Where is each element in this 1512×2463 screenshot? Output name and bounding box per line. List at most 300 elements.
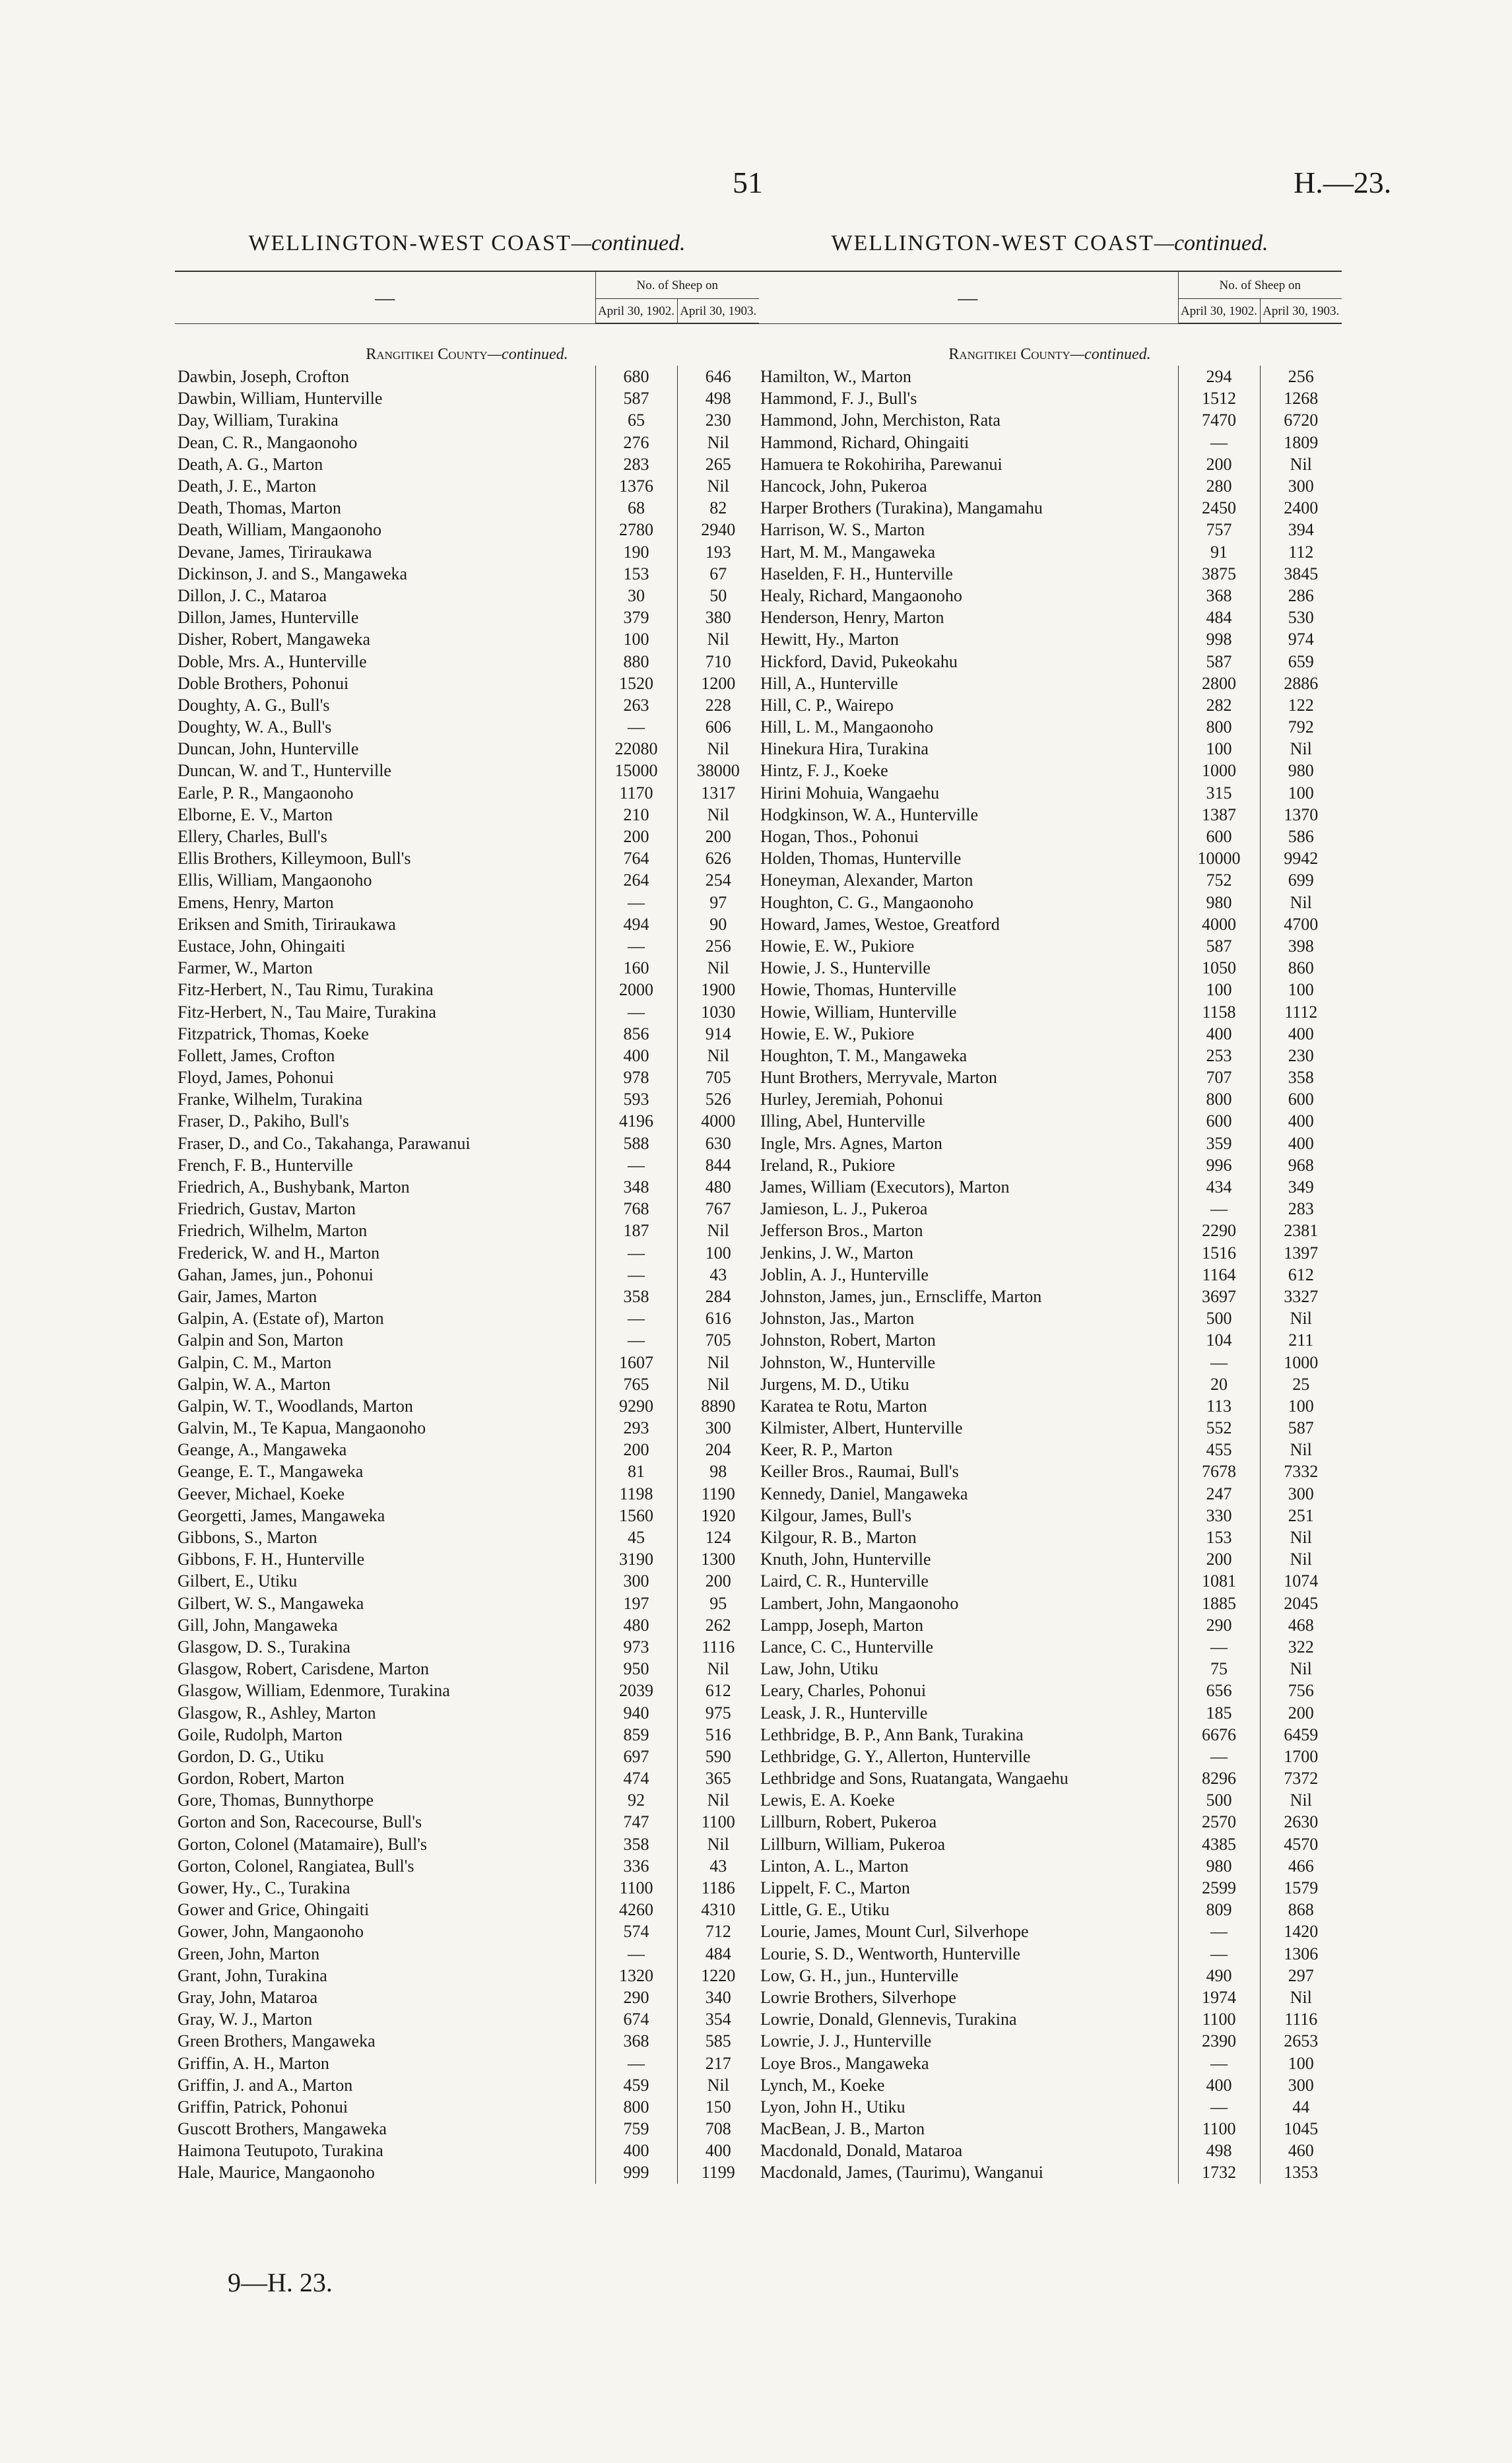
sheep-count-1902: — xyxy=(1178,1198,1260,1220)
sheep-count-1903: 286 xyxy=(1288,585,1314,605)
table-row xyxy=(175,475,759,497)
table-row xyxy=(175,1351,759,1373)
sheep-count-1902: 1081 xyxy=(1178,1570,1260,1592)
owner-name: Lippelt, F. C., Marton xyxy=(760,1878,910,1898)
table-row xyxy=(758,1921,1342,1942)
owner-name: Gibbons, F. H., Hunterville xyxy=(178,1550,365,1569)
table-row xyxy=(758,2008,1342,2030)
sheep-count-1902: 185 xyxy=(1178,1701,1260,1723)
table-row xyxy=(758,892,1342,913)
owner-name: Gorton, Colonel (Matamaire), Bull's xyxy=(178,1834,428,1854)
sheep-count-1902: — xyxy=(595,2052,677,2074)
table-row xyxy=(758,1220,1342,1241)
sheep-count-1903: 100 xyxy=(1288,1396,1314,1416)
table-row xyxy=(175,1088,759,1110)
table-row xyxy=(758,2074,1342,2096)
sheep-count-1902: 500 xyxy=(1178,1789,1260,1811)
table-row xyxy=(758,1987,1342,2008)
sheep-count-1902: 940 xyxy=(595,1701,677,1723)
table-row xyxy=(175,826,759,847)
sheep-count-1903: 193 xyxy=(705,542,731,562)
table-row xyxy=(758,716,1342,738)
sheep-count-1903: 630 xyxy=(705,1133,731,1153)
sheep-count-1903: 480 xyxy=(705,1177,731,1197)
owner-name: Jurgens, M. D., Utiku xyxy=(760,1374,909,1394)
sheep-count-1903: 124 xyxy=(705,1528,731,1548)
sheep-count-1902: — xyxy=(595,935,677,957)
sheep-count-1902: 768 xyxy=(595,1198,677,1220)
owner-name: Johnston, W., Hunterville xyxy=(760,1352,936,1372)
owner-name: Lyon, John H., Utiku xyxy=(760,2097,905,2117)
table-row xyxy=(758,957,1342,979)
table-row xyxy=(758,1965,1342,1987)
table-row xyxy=(175,1220,759,1241)
sheep-count-1902: 434 xyxy=(1178,1176,1260,1198)
sheep-count-1902: 480 xyxy=(595,1614,677,1636)
sheep-count-1902: 68 xyxy=(595,497,677,519)
table-row xyxy=(175,1680,759,1701)
sheep-count-1902: 800 xyxy=(595,2096,677,2118)
sheep-count-1902: 200 xyxy=(1178,453,1260,475)
table-row xyxy=(175,1921,759,1942)
sheep-count-1903: 1370 xyxy=(1284,805,1319,824)
sheep-count-1902: 10000 xyxy=(1178,847,1260,869)
sheep-count-1902: 91 xyxy=(1178,541,1260,563)
table-row xyxy=(758,1242,1342,1264)
sheep-count-1902: 400 xyxy=(1178,1023,1260,1045)
table-row xyxy=(175,2096,759,2118)
owner-name: Death, William, Mangaonoho xyxy=(178,520,381,540)
table-row xyxy=(175,1373,759,1395)
sheep-count-1903: Nil xyxy=(707,1045,729,1065)
owner-name: Lance, C. C., Hunterville xyxy=(760,1637,934,1657)
sheep-count-1903: 968 xyxy=(1288,1155,1314,1175)
owner-name: Kilgour, R. B., Marton xyxy=(760,1528,917,1548)
table-row xyxy=(175,1329,759,1351)
table-row xyxy=(758,1286,1342,1307)
section-county: Rangitikei County xyxy=(948,346,1070,363)
owner-name: Gray, John, Mataroa xyxy=(178,1987,318,2007)
sheep-count-1903: 217 xyxy=(705,2053,731,2073)
sheep-count-1902: — xyxy=(595,1154,677,1176)
sheep-count-1903: 358 xyxy=(1288,1068,1314,1088)
sheep-count-1903: 25 xyxy=(1292,1374,1310,1394)
owner-name: Geange, A., Mangaweka xyxy=(178,1440,347,1460)
table-row xyxy=(175,1045,759,1067)
owner-name: Lynch, M., Koeke xyxy=(760,2075,885,2095)
table-row xyxy=(758,935,1342,957)
sheep-count-1902: 359 xyxy=(1178,1133,1260,1154)
owner-name: Linton, A. L., Marton xyxy=(760,1856,909,1876)
owner-name: Lampp, Joseph, Marton xyxy=(760,1615,923,1635)
sheep-count-1903: 90 xyxy=(709,914,727,934)
sheep-count-1902: 197 xyxy=(595,1593,677,1614)
sheep-count-1903: 792 xyxy=(1288,717,1314,737)
sheep-count-1903: 974 xyxy=(1288,630,1314,649)
table-row xyxy=(175,1811,759,1833)
table-row xyxy=(758,760,1342,781)
owner-name: Dickinson, J. and S., Mangaweka xyxy=(178,564,408,583)
table-row xyxy=(175,1658,759,1680)
owner-name: Hewitt, Hy., Marton xyxy=(760,630,899,649)
sheep-count-1903: 400 xyxy=(1288,1024,1314,1043)
table-row xyxy=(758,1527,1342,1548)
sheep-count-1903: 200 xyxy=(705,827,731,847)
owner-name: Gahan, James, jun., Pohonui xyxy=(178,1264,374,1284)
owner-name: Hammond, John, Merchiston, Rata xyxy=(760,410,1001,430)
table-row xyxy=(175,1899,759,1921)
sheep-count-1903: 468 xyxy=(1288,1615,1314,1635)
table-row xyxy=(758,869,1342,891)
table-row xyxy=(758,1001,1342,1022)
sheep-count-1903: 2886 xyxy=(1284,673,1319,693)
table-row xyxy=(175,366,759,387)
sheep-count-1903: 100 xyxy=(1288,783,1314,803)
table-row xyxy=(175,1307,759,1329)
sheep-count-1903: 705 xyxy=(705,1068,731,1088)
sheep-count-1902: 1732 xyxy=(1178,2161,1260,2183)
table-row xyxy=(175,1023,759,1045)
table-row xyxy=(175,1593,759,1614)
sheep-count-1903: Nil xyxy=(1290,1440,1312,1460)
owner-name: Hogan, Thos., Pohonui xyxy=(760,827,919,847)
sheep-count-1903: 1700 xyxy=(1284,1746,1319,1766)
table-row xyxy=(758,1833,1342,1855)
table-row xyxy=(175,519,759,541)
table-row xyxy=(175,1067,759,1088)
table-row xyxy=(175,1461,759,1482)
sheep-count-1902: 600 xyxy=(1178,1110,1260,1132)
owner-name: Duncan, W. and T., Hunterville xyxy=(178,761,391,781)
sheep-count-1902: 200 xyxy=(595,1439,677,1461)
sheep-count-1903: 4700 xyxy=(1284,914,1319,934)
owner-name: Glasgow, R., Ashley, Marton xyxy=(178,1703,376,1723)
sheep-count-1903: 300 xyxy=(1288,2075,1314,2095)
owner-name: Loye Bros., Mangaweka xyxy=(760,2053,929,2073)
sheep-count-1902: 800 xyxy=(1178,716,1260,738)
table-row xyxy=(758,432,1342,453)
table-row xyxy=(175,869,759,891)
owner-name: Galpin, W. T., Woodlands, Marton xyxy=(178,1396,413,1416)
sheep-count-1902: 1170 xyxy=(595,782,677,804)
sheep-count-group-header: No. of Sheep on xyxy=(1178,271,1342,299)
sheep-count-1902: 980 xyxy=(1178,892,1260,913)
sheep-count-1903: 484 xyxy=(705,1944,731,1963)
owner-name: Hammond, Richard, Ohingaiti xyxy=(760,432,970,452)
sheep-count-1902: 856 xyxy=(595,1023,677,1045)
sheep-count-1902: 980 xyxy=(1178,1855,1260,1877)
owner-name: Devane, James, Tiriraukawa xyxy=(178,542,372,562)
owner-name: Elborne, E. V., Marton xyxy=(178,805,333,824)
sheep-count-1903: Nil xyxy=(1290,454,1312,474)
owner-name: Hamilton, W., Marton xyxy=(760,367,911,387)
sheep-count-1902: 200 xyxy=(1178,1548,1260,1570)
sheep-count-1902: 747 xyxy=(595,1811,677,1833)
table-row xyxy=(175,1483,759,1505)
owner-name: Leary, Charles, Pohonui xyxy=(760,1681,927,1701)
sheep-count-1903: Nil xyxy=(707,805,729,824)
sheep-count-1902: 153 xyxy=(1178,1527,1260,1548)
table-row xyxy=(175,1614,759,1636)
owner-name: Duncan, John, Hunterville xyxy=(178,739,359,759)
sheep-count-1903: 1809 xyxy=(1284,432,1319,452)
sheep-count-1902: — xyxy=(1178,1746,1260,1767)
owner-name: Hickford, David, Pukeokahu xyxy=(760,651,958,671)
owner-name: Eustace, John, Ohingaiti xyxy=(178,936,346,956)
sheep-count-1902: — xyxy=(1178,432,1260,453)
table-row xyxy=(758,673,1342,694)
sheep-count-1902: 7678 xyxy=(1178,1461,1260,1482)
sheep-count-1903: 2653 xyxy=(1284,2031,1319,2051)
sheep-count-1902: 998 xyxy=(1178,628,1260,650)
sheep-count-1902: 1520 xyxy=(595,673,677,694)
owner-name: Hunt Brothers, Merryvale, Marton xyxy=(760,1068,997,1088)
sheep-count-1902: 2000 xyxy=(595,979,677,1001)
owner-name: Gilbert, W. S., Mangaweka xyxy=(178,1593,364,1613)
table-row xyxy=(758,1395,1342,1417)
sheep-count-1903: 8890 xyxy=(701,1396,736,1416)
owner-name: Gair, James, Marton xyxy=(178,1286,317,1306)
table-row xyxy=(758,563,1342,585)
sheep-count-1903: 112 xyxy=(1288,542,1314,562)
sheep-count-1902: 200 xyxy=(595,826,677,847)
sheep-count-1903: 4000 xyxy=(701,1111,736,1131)
owner-name: Eriksen and Smith, Tiriraukawa xyxy=(178,914,396,934)
sheep-count-1902: 113 xyxy=(1178,1395,1260,1417)
owner-name: Hamuera te Rokohiriha, Parewanui xyxy=(760,454,1003,474)
sheep-count-1903: 251 xyxy=(1288,1505,1314,1525)
table-row xyxy=(175,607,759,628)
table-row xyxy=(758,1329,1342,1351)
table-row xyxy=(175,1176,759,1198)
owner-name: Lowrie, Donald, Glennevis, Turakina xyxy=(760,2010,1017,2029)
owner-name: Hill, L. M., Mangaonoho xyxy=(760,717,934,737)
sheep-count-1902: 290 xyxy=(595,1987,677,2008)
sheep-count-1902: 1512 xyxy=(1178,387,1260,409)
owner-name: Grant, John, Turakina xyxy=(178,1965,327,1985)
sheep-count-1902: 358 xyxy=(595,1833,677,1855)
table-row xyxy=(175,1548,759,1570)
sheep-count-1903: 98 xyxy=(709,1462,727,1482)
owner-name: Johnston, Jas., Marton xyxy=(760,1309,915,1329)
sheep-count-1902: — xyxy=(595,892,677,913)
sheep-count-1903: Nil xyxy=(1290,1309,1312,1329)
owner-name: Ellery, Charles, Bull's xyxy=(178,827,327,847)
table-row xyxy=(175,1965,759,1987)
table-row xyxy=(175,1701,759,1723)
table-row xyxy=(175,1746,759,1767)
sheep-count-1902: 2599 xyxy=(1178,1877,1260,1899)
table-row xyxy=(175,738,759,760)
sheep-count-1903: 1306 xyxy=(1284,1944,1319,1963)
sheep-count-1903: 100 xyxy=(1288,980,1314,1000)
owner-name: Lillburn, Robert, Pukeroa xyxy=(760,1812,937,1832)
table-row xyxy=(175,2140,759,2161)
owner-name: Kennedy, Daniel, Mangaweka xyxy=(760,1484,968,1503)
owner-name: Friedrich, Wilhelm, Marton xyxy=(178,1221,368,1241)
owner-name: Hammond, F. J., Bull's xyxy=(760,389,917,409)
table-row xyxy=(175,760,759,781)
table-row xyxy=(175,1789,759,1811)
sheep-count-1903: 612 xyxy=(1288,1264,1314,1284)
sheep-count-1903: 340 xyxy=(705,1987,731,2007)
owner-name: Lethbridge, B. P., Ann Bank, Turakina xyxy=(760,1724,1024,1744)
sheep-count-1903: Nil xyxy=(707,1221,729,1241)
owner-name: Harrison, W. S., Marton xyxy=(760,520,925,540)
sheep-count-1903: 587 xyxy=(1288,1418,1314,1438)
sheep-count-1903: Nil xyxy=(707,1834,729,1854)
sheep-count-1902: — xyxy=(595,1329,677,1351)
table-row xyxy=(175,782,759,804)
sheep-count-1902: 190 xyxy=(595,541,677,563)
sheep-count-1902: 494 xyxy=(595,913,677,935)
sheep-count-1903: Nil xyxy=(1290,1659,1312,1679)
table-row xyxy=(175,1636,759,1658)
sheep-count-1903: 1300 xyxy=(701,1550,736,1569)
sheep-count-1903: 4310 xyxy=(701,1900,736,1920)
table-row xyxy=(758,1088,1342,1110)
sheep-count-1902: 2039 xyxy=(595,1680,677,1701)
table-row xyxy=(175,1943,759,1965)
sheep-count-1903: 616 xyxy=(705,1309,731,1329)
sheep-count-group-header: No. of Sheep on xyxy=(595,271,759,299)
sheep-count-1903: 44 xyxy=(1292,2097,1310,2117)
owner-name: Fitz-Herbert, N., Tau Rimu, Turakina xyxy=(178,980,434,1000)
owner-name: Henderson, Henry, Marton xyxy=(760,608,944,628)
table-row xyxy=(175,432,759,453)
owner-name: Dillon, James, Hunterville xyxy=(178,608,359,628)
sheep-count-1903: 67 xyxy=(709,564,727,583)
sheep-count-1902: 3875 xyxy=(1178,563,1260,585)
sheep-count-1903: 1116 xyxy=(1284,2010,1318,2029)
sheep-count-1902: 800 xyxy=(1178,1088,1260,1110)
sheep-count-1903: 1000 xyxy=(1284,1352,1319,1372)
owner-name: Gordon, D. G., Utiku xyxy=(178,1746,324,1766)
owner-name: Law, John, Utiku xyxy=(760,1659,878,1679)
sheep-count-1902: 104 xyxy=(1178,1329,1260,1351)
owner-name: Keiller Bros., Raumai, Bull's xyxy=(760,1462,959,1482)
table-row xyxy=(175,387,759,409)
table-row xyxy=(758,1724,1342,1746)
sheep-count-1902: — xyxy=(1178,1943,1260,1965)
sheep-count-1902: 187 xyxy=(595,1220,677,1241)
owner-name: Fraser, D., Pakiho, Bull's xyxy=(178,1111,350,1131)
owner-name: Kilgour, James, Bull's xyxy=(760,1505,911,1525)
sheep-count-1902: 587 xyxy=(1178,935,1260,957)
sheep-count-1902: 253 xyxy=(1178,1045,1260,1067)
sheep-count-1903: 646 xyxy=(705,367,731,387)
sheep-count-1902: 498 xyxy=(1178,2140,1260,2161)
table-row xyxy=(758,1307,1342,1329)
sheep-count-1903: Nil xyxy=(707,1659,729,1679)
table-row xyxy=(758,847,1342,869)
owner-name: Green, John, Marton xyxy=(178,1944,320,1963)
owner-name: Laird, C. R., Hunterville xyxy=(760,1571,929,1591)
owner-name: Hintz, F. J., Koeke xyxy=(760,761,888,781)
owner-name: Friedrich, Gustav, Marton xyxy=(178,1199,356,1219)
owner-name: Hurley, Jeremiah, Pohonui xyxy=(760,1090,944,1109)
sheep-count-1903: 1045 xyxy=(1284,2119,1319,2139)
sheep-count-1903: 626 xyxy=(705,849,731,869)
owner-name: Lowrie Brothers, Silverhope xyxy=(760,1987,956,2007)
owner-name: Gordon, Robert, Marton xyxy=(178,1769,345,1789)
sheep-count-1902: 574 xyxy=(595,1921,677,1942)
table-row xyxy=(175,1527,759,1548)
owner-name: Doughty, A. G., Bull's xyxy=(178,695,330,715)
sheep-count-1903: 1100 xyxy=(701,1812,735,1832)
table-row xyxy=(758,1789,1342,1811)
sheep-count-1903: 400 xyxy=(705,2141,731,2161)
table-row xyxy=(175,1570,759,1592)
sheep-count-1902: 4260 xyxy=(595,1899,677,1921)
sheep-count-1903: 1200 xyxy=(701,673,736,693)
table-row xyxy=(175,2161,759,2183)
table-row xyxy=(175,1133,759,1154)
owner-name: Doble, Mrs. A., Hunterville xyxy=(178,651,367,671)
sheep-count-1902: 1100 xyxy=(595,1877,677,1899)
sheep-count-1903: 6459 xyxy=(1284,1724,1319,1744)
sheep-count-1902: 160 xyxy=(595,957,677,979)
sheep-count-1902: 455 xyxy=(1178,1439,1260,1461)
sheep-count-1903: 1112 xyxy=(1284,1002,1318,1022)
sheep-count-1903: Nil xyxy=(1290,892,1312,912)
sheep-count-1902: 1158 xyxy=(1178,1001,1260,1022)
sheep-count-1903: 1420 xyxy=(1284,1922,1319,1942)
sheep-count-1902: 293 xyxy=(595,1417,677,1439)
sheep-count-1902: 674 xyxy=(595,2008,677,2030)
year-1902-header: April 30, 1902. xyxy=(595,299,677,324)
column-title-continued: —continued. xyxy=(1154,231,1268,255)
sheep-count-1903: 230 xyxy=(705,410,731,430)
sheep-count-1902: 809 xyxy=(1178,1899,1260,1921)
owner-name: Ingle, Mrs. Agnes, Marton xyxy=(760,1133,942,1153)
name-column-header: — xyxy=(175,271,595,323)
sheep-count-1903: 283 xyxy=(1288,1199,1314,1219)
owner-name: Hart, M. M., Mangaweka xyxy=(760,542,935,562)
table-row xyxy=(175,935,759,957)
sheep-count-1903: 1579 xyxy=(1284,1878,1319,1898)
owner-name: Gore, Thomas, Bunnythorpe xyxy=(178,1790,374,1810)
owner-name: Fraser, D., and Co., Takahanga, Parawanui xyxy=(178,1133,471,1153)
sheep-count-1903: 204 xyxy=(705,1440,731,1460)
table-row xyxy=(758,738,1342,760)
table-row xyxy=(758,694,1342,716)
owner-name: Gibbons, S., Marton xyxy=(178,1528,317,1548)
table-row xyxy=(175,1154,759,1176)
sheep-count-1903: 1074 xyxy=(1284,1571,1319,1591)
table-row xyxy=(758,1439,1342,1461)
table-row xyxy=(175,1110,759,1132)
owner-name: Low, G. H., jun., Hunterville xyxy=(760,1965,959,1985)
sheep-count-1903: 585 xyxy=(705,2031,731,2051)
owner-name: Howie, E. W., Pukiore xyxy=(760,1024,915,1043)
owner-name: Howie, E. W., Pukiore xyxy=(760,936,915,956)
table-row xyxy=(758,1067,1342,1088)
table-row xyxy=(758,1198,1342,1220)
owner-name: Green Brothers, Mangaweka xyxy=(178,2031,376,2051)
sheep-count-1902: 552 xyxy=(1178,1417,1260,1439)
owner-name: Gower, Hy., C., Turakina xyxy=(178,1878,350,1898)
table-row xyxy=(758,519,1342,541)
table-row xyxy=(175,913,759,935)
sheep-count-1903: 284 xyxy=(705,1286,731,1306)
left-column xyxy=(175,231,759,2184)
sheep-count-1902: 294 xyxy=(1178,366,1260,387)
sheep-count-1902: 280 xyxy=(1178,475,1260,497)
sheep-count-1902: 400 xyxy=(595,2140,677,2161)
owner-name: Hill, A., Hunterville xyxy=(760,673,898,693)
sheep-count-1903: 354 xyxy=(705,2010,731,2029)
